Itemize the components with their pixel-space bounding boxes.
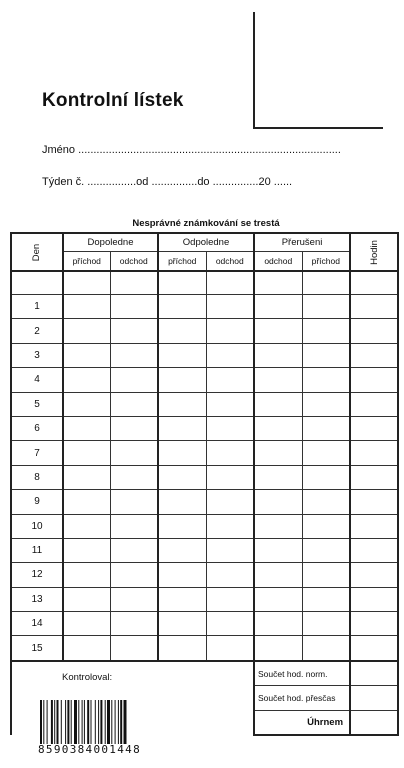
table-cell[interactable] <box>350 490 398 514</box>
table-cell[interactable] <box>350 343 398 367</box>
table-cell[interactable] <box>110 416 158 440</box>
table-row <box>11 319 398 343</box>
table-cell[interactable] <box>254 490 302 514</box>
table-cell[interactable] <box>254 612 302 636</box>
table-cell[interactable] <box>110 441 158 465</box>
week-label: Týden č. <box>42 176 85 188</box>
table-cell[interactable] <box>350 538 398 562</box>
total-value[interactable] <box>350 710 398 735</box>
table-cell[interactable] <box>158 392 206 416</box>
sum-overtime-value[interactable] <box>350 686 398 710</box>
table-cell[interactable] <box>158 441 206 465</box>
table-cell[interactable] <box>206 514 254 538</box>
day-number: 8 <box>11 465 63 489</box>
table-cell[interactable] <box>110 368 158 392</box>
table-cell[interactable] <box>302 295 350 319</box>
table-cell[interactable] <box>350 271 398 295</box>
barcode-bar <box>95 700 96 744</box>
to-field[interactable]: ............... <box>212 176 259 188</box>
table-cell[interactable] <box>63 392 110 416</box>
subheader-afternoon-arrival: příchod <box>158 252 206 272</box>
table-cell[interactable] <box>254 514 302 538</box>
table-cell[interactable] <box>110 563 158 587</box>
table-cell[interactable] <box>206 465 254 489</box>
subheader-break-departure: odchod <box>254 252 302 272</box>
table-cell[interactable] <box>158 538 206 562</box>
year-field[interactable]: ...... <box>273 176 293 188</box>
barcode-bar <box>115 700 116 744</box>
table-cell[interactable] <box>350 392 398 416</box>
day-number: 13 <box>11 587 63 611</box>
barcode-bar <box>57 700 59 744</box>
table-cell[interactable] <box>63 343 110 367</box>
barcode-bar <box>98 700 99 744</box>
barcode-bar <box>120 700 122 744</box>
table-cell[interactable] <box>63 416 110 440</box>
table-cell[interactable] <box>158 490 206 514</box>
day-header: Den <box>11 233 63 271</box>
table-cell[interactable] <box>110 319 158 343</box>
sum-normal-label: Součet hod. norm. <box>258 668 328 679</box>
table-cell[interactable] <box>206 490 254 514</box>
table-row <box>11 587 398 611</box>
barcode-bar <box>87 700 89 744</box>
table-cell[interactable] <box>302 465 350 489</box>
barcode-bar <box>47 700 48 744</box>
table-cell[interactable] <box>350 563 398 587</box>
subheader-afternoon-departure: odchod <box>206 252 254 272</box>
from-field[interactable]: ............... <box>151 176 198 188</box>
table-cell[interactable] <box>158 636 206 661</box>
day-number: 4 <box>11 368 63 392</box>
total-label: Úhrnem <box>307 716 344 728</box>
table-cell[interactable] <box>158 368 206 392</box>
table-row <box>11 343 398 367</box>
table-cell[interactable] <box>350 416 398 440</box>
sum-overtime-label: Součet hod. přesčas <box>258 692 336 703</box>
table-cell[interactable] <box>254 538 302 562</box>
barcode-bar <box>100 700 102 744</box>
day-number: 7 <box>11 441 63 465</box>
checked-by-label: Kontroloval: <box>62 671 113 683</box>
barcode <box>40 700 165 744</box>
table-cell[interactable] <box>110 636 158 661</box>
barcode-bar <box>84 700 85 744</box>
barcode-bar <box>71 700 72 744</box>
barcode-digits: 8590384001448 <box>38 743 141 756</box>
table-cell[interactable] <box>302 538 350 562</box>
table-cell[interactable] <box>63 490 110 514</box>
table-row <box>11 441 398 465</box>
table-cell[interactable] <box>110 392 158 416</box>
table-row <box>11 392 398 416</box>
table-cell[interactable] <box>63 563 110 587</box>
day-number: 9 <box>11 490 63 514</box>
table-row <box>11 612 398 636</box>
barcode-bar <box>111 700 112 744</box>
table-cell[interactable] <box>302 636 350 661</box>
subheader-morning-arrival: příchod <box>63 252 110 272</box>
table-cell[interactable] <box>110 343 158 367</box>
notice-text: Nesprávné známkování se trestá <box>132 218 280 229</box>
table-cell[interactable] <box>63 465 110 489</box>
table-cell[interactable] <box>158 416 206 440</box>
table-cell[interactable] <box>63 514 110 538</box>
table-cell[interactable] <box>302 319 350 343</box>
table-cell[interactable] <box>254 416 302 440</box>
table-cell[interactable] <box>254 271 302 295</box>
barcode-bar <box>107 700 110 744</box>
table-cell[interactable] <box>110 271 158 295</box>
table-cell[interactable] <box>158 563 206 587</box>
table-cell[interactable] <box>63 441 110 465</box>
table-cell[interactable] <box>158 271 206 295</box>
table-row <box>11 490 398 514</box>
table-cell[interactable] <box>206 563 254 587</box>
table-cell[interactable] <box>302 587 350 611</box>
table-cell[interactable] <box>63 612 110 636</box>
table-cell[interactable] <box>110 490 158 514</box>
table-cell[interactable] <box>350 319 398 343</box>
table-cell[interactable] <box>254 636 302 661</box>
table-cell[interactable] <box>110 612 158 636</box>
table-cell[interactable] <box>254 343 302 367</box>
afternoon-header: Odpoledne <box>158 233 254 252</box>
table-cell[interactable] <box>206 612 254 636</box>
day-number: 14 <box>11 612 63 636</box>
table-cell[interactable] <box>158 319 206 343</box>
sum-overtime-cell <box>254 686 350 710</box>
table-cell[interactable] <box>206 295 254 319</box>
table-cell[interactable] <box>302 563 350 587</box>
barcode-bar <box>74 700 77 744</box>
table-cell[interactable] <box>254 587 302 611</box>
table-cell[interactable] <box>302 271 350 295</box>
table-cell[interactable] <box>350 465 398 489</box>
table-cell[interactable] <box>206 538 254 562</box>
stamp-box-horizontal-line <box>253 127 383 129</box>
table-cell[interactable] <box>206 636 254 661</box>
table-cell[interactable] <box>206 271 254 295</box>
table-cell[interactable] <box>158 587 206 611</box>
form-title: Kontrolní lístek <box>42 90 184 111</box>
name-line <box>42 144 341 156</box>
total-cell <box>254 710 350 735</box>
day-number: 2 <box>11 319 63 343</box>
table-cell[interactable] <box>350 636 398 661</box>
table-row <box>11 636 398 661</box>
day-number: 11 <box>11 538 63 562</box>
morning-header: Dopoledne <box>63 233 158 252</box>
table-cell[interactable] <box>206 343 254 367</box>
table-cell[interactable] <box>158 612 206 636</box>
table-cell[interactable] <box>350 295 398 319</box>
table-cell[interactable] <box>63 368 110 392</box>
barcode-bar <box>65 700 66 744</box>
barcode-bar <box>61 700 62 744</box>
attendance-table <box>10 232 399 736</box>
table-row <box>11 538 398 562</box>
table-cell[interactable] <box>206 368 254 392</box>
table-cell[interactable] <box>302 343 350 367</box>
table-cell[interactable] <box>254 563 302 587</box>
table-cell[interactable] <box>110 514 158 538</box>
sum-normal-value[interactable] <box>350 661 398 686</box>
barcode-bar <box>67 700 69 744</box>
table-cell[interactable] <box>350 587 398 611</box>
table-cell[interactable] <box>302 612 350 636</box>
stamp-box-vertical-line <box>253 12 255 129</box>
subheader-morning-departure: odchod <box>110 252 158 272</box>
barcode-bar <box>78 700 79 744</box>
table-cell[interactable] <box>63 587 110 611</box>
table-cell[interactable] <box>63 295 110 319</box>
sum-normal-cell <box>254 661 350 686</box>
table-cell[interactable] <box>63 538 110 562</box>
day-number: 1 <box>11 295 63 319</box>
day-number: 5 <box>11 392 63 416</box>
barcode-bar <box>91 700 92 744</box>
to-label: do <box>197 176 210 188</box>
table-cell[interactable] <box>254 295 302 319</box>
table-cell[interactable] <box>158 295 206 319</box>
barcode-bar <box>118 700 119 744</box>
table-row <box>11 563 398 587</box>
day-number: 10 <box>11 514 63 538</box>
day-number: 12 <box>11 563 63 587</box>
table-cell[interactable] <box>63 636 110 661</box>
table-cell[interactable] <box>110 295 158 319</box>
table-cell[interactable] <box>302 392 350 416</box>
table-cell[interactable] <box>350 368 398 392</box>
table-cell[interactable] <box>254 392 302 416</box>
table-cell[interactable] <box>158 343 206 367</box>
table-cell[interactable] <box>350 441 398 465</box>
table-row <box>11 465 398 489</box>
table-cell[interactable] <box>302 368 350 392</box>
table-cell[interactable] <box>254 368 302 392</box>
barcode-bar <box>43 700 44 744</box>
break-header: Přerušeni <box>254 233 350 252</box>
name-label: Jméno <box>42 144 76 156</box>
barcode-bar <box>54 700 55 744</box>
table-cell[interactable] <box>158 514 206 538</box>
table-cell[interactable] <box>302 416 350 440</box>
barcode-bar <box>51 700 53 744</box>
table-row <box>11 416 398 440</box>
table-cell[interactable] <box>302 490 350 514</box>
from-label: od <box>136 176 149 188</box>
table-cell[interactable] <box>206 319 254 343</box>
table-cell[interactable] <box>302 441 350 465</box>
week-field[interactable]: ................ <box>87 176 137 188</box>
table-cell[interactable] <box>110 538 158 562</box>
day-number: 6 <box>11 416 63 440</box>
year-prefix: 20 <box>258 176 271 188</box>
table-cell[interactable] <box>63 271 110 295</box>
table-cell[interactable] <box>63 319 110 343</box>
table-cell[interactable] <box>254 319 302 343</box>
table-row <box>11 514 398 538</box>
table-cell[interactable] <box>206 416 254 440</box>
table-cell[interactable] <box>206 441 254 465</box>
table-cell[interactable] <box>350 514 398 538</box>
barcode-bar <box>124 700 127 744</box>
table-row <box>11 368 398 392</box>
table-cell[interactable] <box>206 587 254 611</box>
hours-header: Hodin <box>350 233 398 271</box>
table-cell[interactable] <box>302 514 350 538</box>
subheader-break-arrival: příchod <box>302 252 350 272</box>
table-row <box>11 295 398 319</box>
barcode-bar <box>40 700 42 744</box>
table-cell[interactable] <box>206 392 254 416</box>
week-line <box>42 176 292 188</box>
table-cell[interactable] <box>350 612 398 636</box>
barcode-bar <box>82 700 83 744</box>
table-cell[interactable] <box>110 465 158 489</box>
spacer-cell <box>11 271 63 295</box>
table-cell[interactable] <box>110 587 158 611</box>
table-cell[interactable] <box>254 441 302 465</box>
name-field[interactable]: ...................................................................................... <box>78 144 341 156</box>
table-cell[interactable] <box>158 465 206 489</box>
day-number: 15 <box>11 636 63 661</box>
barcode-bar <box>105 700 106 744</box>
table-cell[interactable] <box>254 465 302 489</box>
day-number: 3 <box>11 343 63 367</box>
